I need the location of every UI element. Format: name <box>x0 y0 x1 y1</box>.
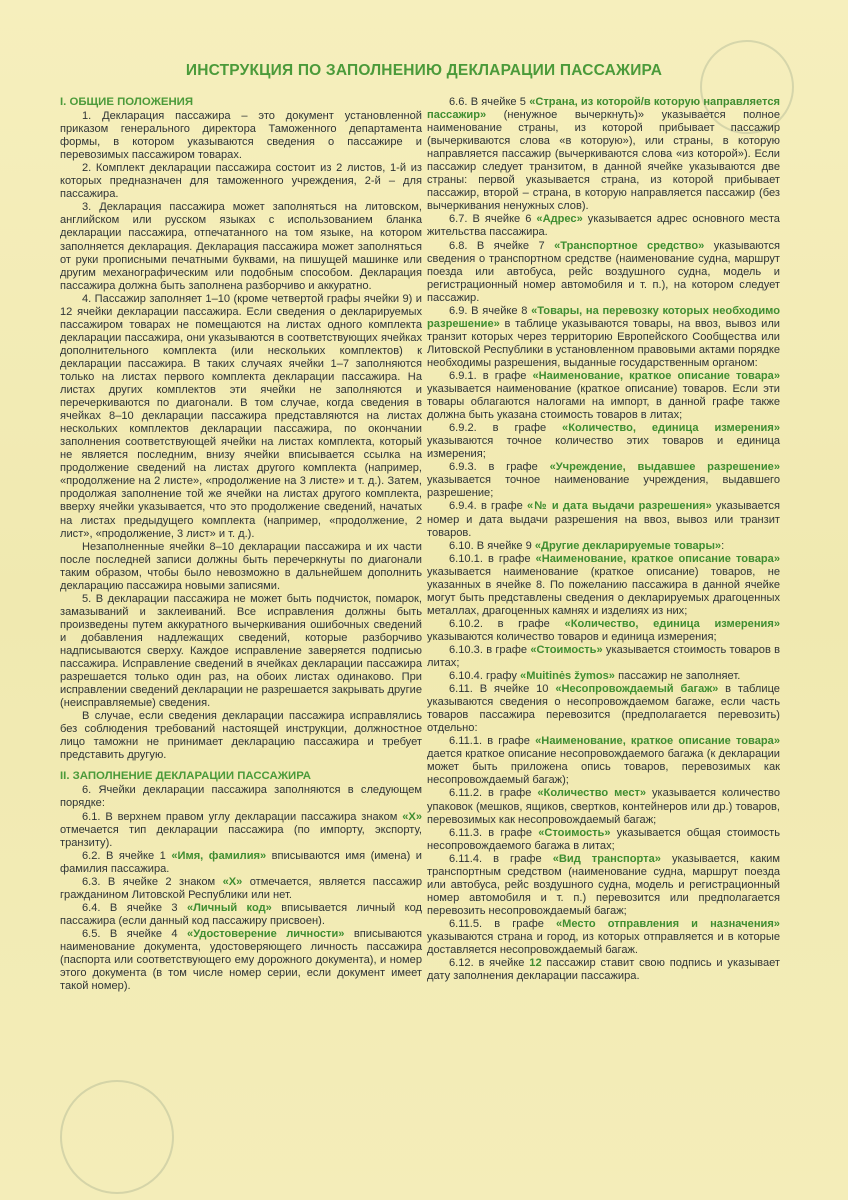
paragraph: 6.11.1. в графе «Наименование, краткое описание товара» дается краткое описание несопровождаемого багажа (к декларации может быть приложена опись товаров, перевозимых как несопровождаемый багаж); <box>427 735 780 787</box>
paragraph: 1. Декларация пассажира – это документ установленной приказом генерального директора Таможенного департамента формы, в котором указываются сведения о пассажире и перевозимых пассажиром товарах. <box>60 110 422 162</box>
paragraph: 6.11.2. в графе «Количество мест» указывается количество упаковок (мешков, ящиков, свертков, контейнеров или др.) товаров, перевозимых как несопровождаемый багаж; <box>427 787 780 826</box>
paragraph: 6.9.4. в графе «№ и дата выдачи разрешения» указывается номер и дата выдачи разрешения на ввоз, вывоз или транзит товаров. <box>427 500 780 539</box>
paragraph: 6.9.1. в графе «Наименование, краткое описание товара» указывается наименование (краткое описание) товаров. Если эти товары облагаются налогами на импорт, в данной графе также должна быть указана стоимость товаров в литах; <box>427 369 780 422</box>
paragraph: 6.9.3. в графе «Учреждение, выдавшее разрешение» указывается точное наименование учреждения, выдавшего разрешение; <box>427 461 780 500</box>
paragraph: 6.11.4. в графе «Вид транспорта» указывается, каким транспортным средством (наименование судна, маршрут поезда или автобуса, рейс воздушного судна, модель и регистрационный номер автомобиля и т. п.) перевозится или предполагается перевозить несопровождаемый багаж; <box>427 852 780 917</box>
paragraph: 6.11.5. в графе «Место отправления и назначения» указываются страна и город, из которых отправляется и в которые доставляется несопровождаемый багаж. <box>427 917 780 957</box>
paragraph: 6.2. В ячейке 1 «Имя, фамилия» вписываются имя (имена) и фамилия пассажира. <box>60 849 422 875</box>
paragraph: 6. Ячейки декларации пассажира заполняются в следующем порядке: <box>60 784 422 810</box>
paragraph: 6.5. В ячейке 4 «Удостоверение личности» вписываются наименование документа, удостоверяющего личность пассажира (паспорта или соответствующего ему дорожного документа), и номер этого документа (в том числе номер серии, если документ имеет такой номер). <box>60 927 422 993</box>
paragraph: В случае, если сведения декларации пассажира исправлялись без соблюдения требований настоящей инструкции, должностное лицо таможни не принимает декларацию пассажира и требует представить другую. <box>60 710 422 762</box>
paragraph: 6.10.4. графу «Muitinės žymos» пассажир не заполняет. <box>449 670 741 683</box>
paragraph: 6.10.2. в графе «Количество, единица измерения» указываются количество товаров и единица измерения; <box>427 617 781 643</box>
paragraph: 6.1. В верхнем правом углу декларации пассажира знаком «X» отмечается тип декларации пассажира (по импорту, экспорту, транзиту). <box>60 810 422 849</box>
paragraph: 2. Комплект декларации пассажира состоит из 2 листов, 1-й из которых предназначен для таможенного учреждения, 2-й – для пассажира. <box>60 162 422 201</box>
paragraph: 6.3. В ячейке 2 знаком «X» отмечается, является пассажир гражданином Литовской Республики или нет. <box>60 875 422 901</box>
paragraph: 6.11.3. в графе «Стоимость» указывается общая стоимость несопровождаемого багажа в литах; <box>427 826 780 852</box>
paragraph: 6.10.3. в графе «Стоимость» указывается стоимость товаров в литах; <box>427 643 780 670</box>
paragraph: 6.12. в ячейке 12 пассажир ставит свою подпись и указывает дату заполнения декларации пассажира. <box>427 957 781 983</box>
paragraph: 6.11. В ячейке 10 «Несопровождаемый багаж» в таблице указываются сведения о несопровождаемом багаже, если часть товаров пассажира перевозится (предполагается перевозить) отдельно: <box>427 683 780 735</box>
paragraph: 4. Пассажир заполняет 1–10 (кроме четвертой графы ячейки 9) и 12 ячейки декларации пассажира. Если сведения о декларируемых пассажиром товарах не помещаются на листах одного комплекта декларации пассажира, они указываются в соответствующих ячейках дополнительного комплекта (или нескольких комплектов) к декларации пассажира. В таких случаях ячейки 1–7 заполняются только на листах первого комплекта декларации пассажира. На листах других комплектов эти ячейки не заполняются и перечеркиваются по диагонали. В том случае, когда сведения в ячейках 8–10 декларации пассажира представляются на листах нескольких комплектов декларации пассажира, по окончании заполнения соответствующей ячейки на листах комплекта, который не является последним, внизу ячейки вписывается ссылка на продолжение сведений на листах другого комплекта (например, «продолжение на 2 листе», «продолжение на 3 листе» и т. д.). Затем, продолжая заполнение той же ячейки на листах другого комплекта, вверху ячейки указывается, что это продолжение сведений, начатых на листах предыдущего комплекта (например, «продолжение, 2 лист», «продолжение, 3 лист» и т. д.). <box>60 292 422 540</box>
paragraph: Незаполненные ячейки 8–10 декларации пассажира и их части после последней записи должны быть перечеркнуты по диагонали таким образом, чтобы было невозможно в дальнейшем дополнить декларацию пассажира новыми записями. <box>60 540 422 592</box>
paragraph: 3. Декларация пассажира может заполняться на литовском, английском или русском языках с использованием бланка декларации пассажира, отпечатанного на том языке, на котором заполняется декларация. Декларация пассажира может заполняться от руки прописными печатными буквами, на пишущей машинке или другим механографическим или подобным способом. Декларация пассажира должна быть заполнена разборчиво и аккуратно. <box>60 201 422 292</box>
paragraph: 6.9. В ячейке 8 «Товары, на перевозку которых необходимо разрешение» в таблице указываются товары, на ввоз, вывоз или транзит которых через территорию Европейского Сообщества или Литовской Республики в установленном правовыми актами порядке необходимы разрешения, выданные государственным органом: <box>427 304 780 369</box>
right-column <box>427 96 780 983</box>
paragraph: 6.8. В ячейке 7 «Транспортное средство» указываются сведения о транспортном средстве (наименование судна, маршрут поезда или автобуса, рейс воздушного судна, модель и регистрационный номер автомобиля и т. п.), на котором следует пассажир. <box>427 239 780 304</box>
paragraph: 6.10.1. в графе «Наименование, краткое описание товара» указывается наименование (краткое описание) товаров, не указанных в ячейке 8. По пожеланию пассажира в данной ячейке могут быть представлены сведения о декларируемых драгоценных металлах, драгоценных камнях и изделиях из них; <box>427 552 781 617</box>
paragraph: 6.9.2. в графе «Количество, единица измерения» указываются точное количество этих товаров и единица измерения; <box>427 422 780 461</box>
section-heading: I. ОБЩИЕ ПОЛОЖЕНИЯ <box>60 96 194 108</box>
bleed-through-stamp <box>60 1080 174 1194</box>
left-column <box>60 96 422 993</box>
paragraph: 6.7. В ячейке 6 «Адрес» указывается адрес основного места жительства пассажира. <box>427 213 780 239</box>
page-title: ИНСТРУКЦИЯ ПО ЗАПОЛНЕНИЮ ДЕКЛАРАЦИИ ПАССАЖИРА <box>185 62 663 79</box>
paragraph: 6.6. В ячейке 5 «Страна, из которой/в которую направляется пассажир» (ненужное вычеркнуть)» указывается полное наименование страны, из которой прибывает пассажир (вычеркиваются слова «в которую»), или страны, в которую направляется пассажир (вычеркиваются слова «из которой»). Если пассажир следует транзитом, в данной ячейке указываются две страны: первой указывается страна, из которой прибывает пассажир, второй – страна, в которую направляется пассажир (без вычеркивания ненужных слов). <box>427 96 780 213</box>
paragraph: 5. В декларации пассажира не может быть подчисток, помарок, замазываний и заклеиваний. Все исправления должны быть произведены путем аккуратного вычеркивания ошибочных сведений и добавления надлежащих сведений, которые разборчиво надписываются сверху. Каждое исправление заверяется подписью пассажира. Исправление сведений в ячейках декларации пассажира разрешается только один раз, на обоих листах одинаково. При исправлении сведений декларации не разрешается закрывать другие (неисправляемые) сведения. <box>60 592 422 710</box>
paragraph: 6.4. В ячейке 3 «Личный код» вписывается личный код пассажира (если данный код пассажиру присвоен). <box>60 901 422 927</box>
paragraph: 6.10. В ячейке 9 «Другие декларируемые товары»: <box>449 539 725 552</box>
section-heading: II. ЗАПОЛНЕНИЕ ДЕКЛАРАЦИИ ПАССАЖИРА <box>60 770 312 783</box>
